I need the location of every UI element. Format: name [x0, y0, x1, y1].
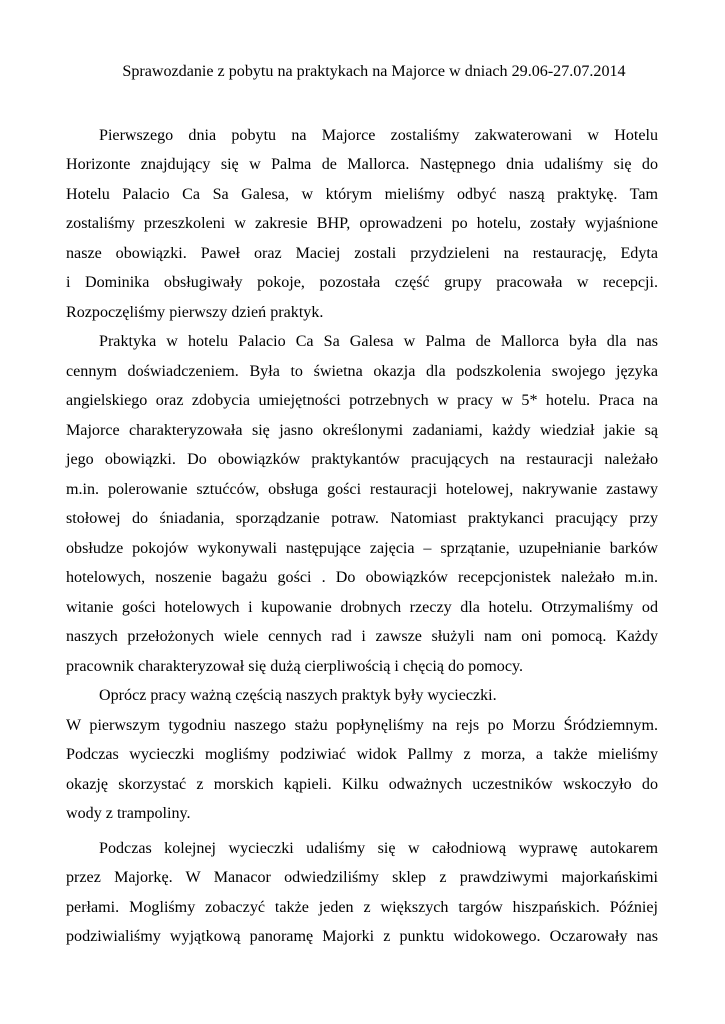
- text-line: jego obowiązki. Do obowiązków praktykantów pracujących na restauracji należało: [66, 451, 658, 468]
- text-line: cennym doświadczeniem. Była to świetna okazja dla podszkolenia swojego języka: [66, 362, 658, 380]
- text-line: pracownik charakteryzował się dużą cierpliwością i chęcią do pomocy.: [66, 657, 523, 675]
- text-line: Rozpoczęliśmy pierwszy dzień praktyk.: [66, 303, 324, 321]
- text-line: przez Majorkę. W Manacor odwiedziliśmy sklep z prawdziwymi majorkańskimi: [66, 869, 658, 886]
- text-line: okazję skorzystać z morskich kąpieli. Kilku odważnych uczestników wskoczyło do: [66, 775, 658, 793]
- text-line: obsłudze pokojów wykonywali następujące zajęcia – sprzątanie, uzupełnianie barków: [66, 539, 658, 557]
- text-line: witanie gości hotelowych i kupowanie drobnych rzeczy dla hotelu. Otrzymaliśmy od: [66, 598, 658, 616]
- text-line: Hotelu Palacio Ca Sa Galesa, w którym mieliśmy odbyć naszą praktykę. Tam: [66, 185, 658, 203]
- text-line: Podczas wycieczki mogliśmy podziwiać widok Pallmy z morza, a także mieliśmy: [66, 746, 658, 763]
- paragraph: [66, 711, 658, 829]
- text-line: hotelowych, noszenie bagażu gości . Do obowiązków recepcjonistek należało m.in.: [66, 569, 658, 586]
- text-line: podziwialiśmy wyjątkową panoramę Majorki z punktu widokowego. Oczarowały nas: [66, 928, 658, 945]
- text-line: i Dominika obsługiwały pokoje, pozostała część grupy pracowała w recepcji.: [66, 274, 658, 291]
- text-line: Horizonte znajdujący się w Palma de Mallorca. Następnego dnia udaliśmy się do: [66, 156, 658, 173]
- text-line: m.in. polerowanie sztućców, obsługa gości restauracji hotelowej, nakrywanie zastawy: [66, 480, 658, 498]
- paragraph: [66, 327, 658, 681]
- text-line: nasze obowiązki. Paweł oraz Maciej zostali przydzieleni na restaurację, Edyta: [66, 244, 658, 262]
- document-body: [66, 121, 658, 952]
- text-line: naszych przełożonych wiele cennych rad i zawsze służyli nam oni pomocą. Każdy: [66, 628, 658, 645]
- text-line: W pierwszym tygodniu naszego stażu popłynęliśmy na rejs po Morzu Śródziemnym.: [66, 716, 658, 734]
- text-line: angielskiego oraz zdobycia umiejętności potrzebnych w pracy w 5* hotelu. Praca na: [66, 392, 658, 409]
- text-line: perłami. Mogliśmy zobaczyć także jeden z większych targów hiszpańskich. Później: [66, 898, 658, 916]
- text-line: Praktyka w hotelu Palacio Ca Sa Galesa w Palma de Mallorca była dla nas: [99, 333, 658, 350]
- document-title: Sprawozdanie z pobytu na praktykach na Majorce w dniach 29.06-27.07.2014: [122, 63, 626, 80]
- text-line: Podczas kolejnej wycieczki udaliśmy się w całodniową wyprawę autokarem: [99, 839, 658, 857]
- paragraph: [66, 121, 658, 328]
- text-line: Oprócz pracy ważną częścią naszych praktyk były wycieczki.: [99, 687, 497, 704]
- text-line: Majorce charakteryzowała się jasno określonymi zadaniami, każdy wiedział jakie są: [66, 421, 658, 439]
- text-line: stołowej do śniadania, sporządzanie potraw. Natomiast praktykanci pracujący przy: [66, 510, 658, 527]
- text-line: wody z trampoliny.: [66, 805, 191, 822]
- paragraph: [66, 681, 658, 711]
- text-line: zostaliśmy przeszkoleni w zakresie BHP, oprowadzeni po hotelu, zostały wyjaśnione: [66, 215, 658, 232]
- text-line: Pierwszego dnia pobytu na Majorce zostaliśmy zakwaterowani w Hotelu: [99, 126, 658, 144]
- paragraph: [66, 834, 658, 952]
